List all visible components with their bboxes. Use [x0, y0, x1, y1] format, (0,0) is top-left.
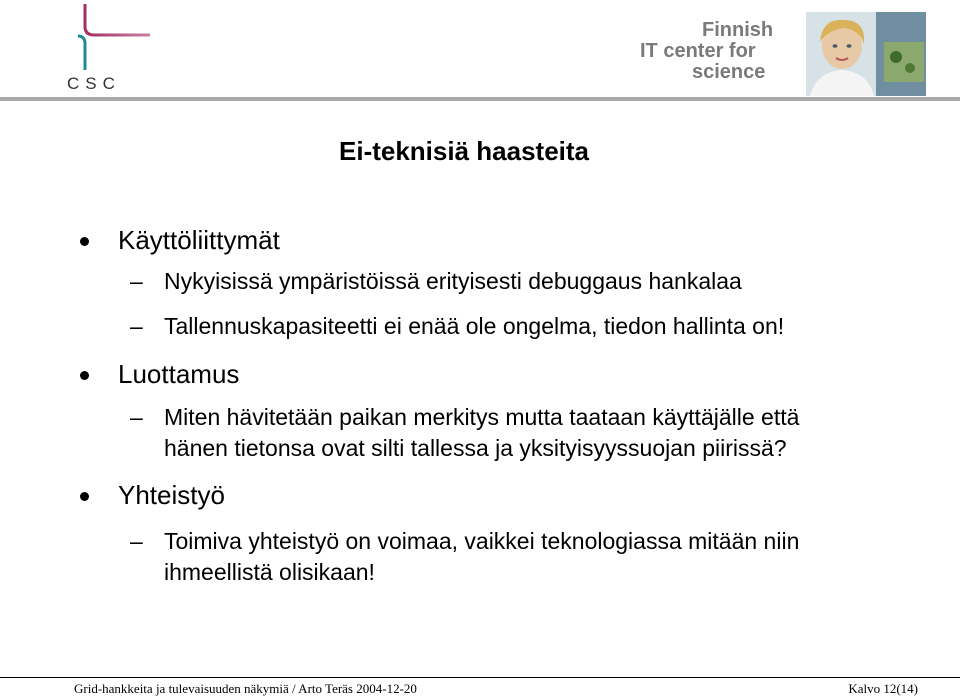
org-name-line-1: Finnish	[702, 19, 774, 41]
bullet-label: Yhteistyö	[118, 480, 225, 510]
csc-logo-text: CSC	[67, 74, 121, 93]
slide-number: Kalvo 12(14)	[848, 681, 918, 696]
org-name-line-3: science	[692, 61, 766, 83]
bullet-dot-icon	[80, 371, 89, 380]
footer-divider	[0, 677, 960, 678]
sub-bullet-text: ihmeellistä olisikaan!	[164, 559, 375, 585]
bullet-label: Käyttöliittymät	[118, 225, 280, 255]
header-photo	[806, 12, 926, 96]
dash-icon: –	[130, 313, 143, 339]
dash-icon: –	[130, 528, 143, 554]
dash-icon: –	[130, 404, 143, 430]
slide-title: Ei-teknisiä haasteita	[339, 136, 589, 166]
sub-bullet-text: hänen tietonsa ovat silti tallessa ja yksityisyyssuojan piirissä?	[164, 435, 787, 461]
bullet-dot-icon	[80, 492, 89, 501]
dash-icon: –	[130, 268, 143, 294]
sub-bullet-text: Toimiva yhteistyö on voimaa, vaikkei teknologiassa mitään niin	[164, 528, 800, 554]
sub-bullet-text: Nykyisissä ympäristöissä erityisesti debuggaus hankalaa	[164, 268, 742, 294]
sub-bullet-text: Tallennuskapasiteetti ei enää ole ongelma, tiedon hallinta on!	[164, 313, 785, 339]
footer-credit: Grid-hankkeita ja tulevaisuuden näkymiä / Arto Teräs 2004-12-20	[74, 681, 417, 696]
org-name	[640, 20, 800, 83]
csc-logo	[16, 2, 156, 98]
csc-logo-mark-icon	[16, 2, 156, 72]
scientist-photo-icon	[806, 12, 926, 96]
bullet-dot-icon	[80, 237, 89, 246]
bullet-label: Luottamus	[118, 359, 240, 389]
header-divider	[0, 97, 960, 101]
sub-bullet-text: Miten hävitetään paikan merkitys mutta taataan käyttäjälle että	[164, 404, 800, 430]
org-name-line-2: IT center for	[640, 40, 756, 62]
